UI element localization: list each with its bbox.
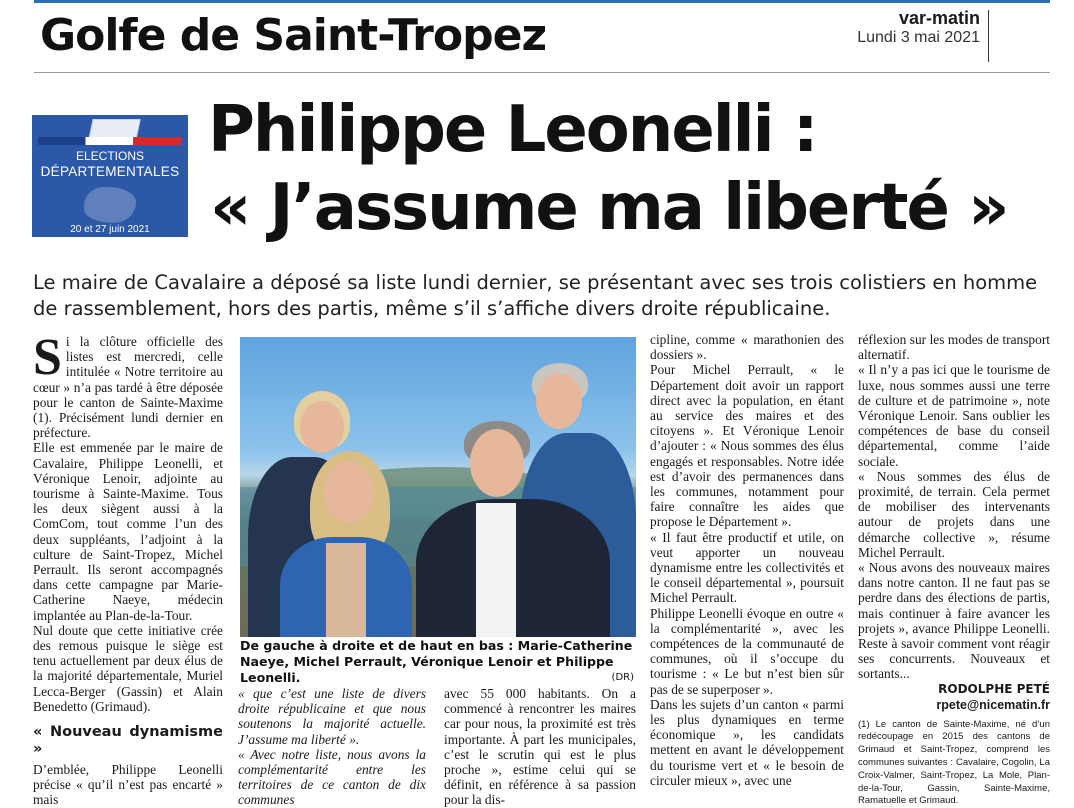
badge-dates: 20 et 27 juin 2021 — [70, 224, 150, 235]
article-column-2 — [238, 686, 426, 808]
newspaper-masthead — [857, 8, 980, 48]
paragraph: avec 55 000 habitants. On a commencé à rencontrer les maires car pour nous, la proximité est très importante. À part les municipales, c’est le scrutin qui est le plus proche », estime celui qui se définit, en référence à sa passion pour la dis- — [444, 686, 636, 808]
paragraph: « Il faut être productif et utile, on veut apporter un nouveau dynamisme entre les collectivités et le conseil départemental », poursuit Michel Perrault. — [650, 529, 844, 606]
article-column-5 — [858, 332, 1050, 808]
photo-caption — [240, 638, 636, 686]
subheading: « Nouveau dynamisme » — [33, 724, 223, 758]
drop-cap: S — [33, 329, 62, 386]
paragraph: Elle est emmenée par le maire de Cavalaire, Philippe Leonelli, et Véronique Lenoir, adjointe au tourisme à Sainte-Maxime. Tous les deux siègent aussi à la ComCom, tout comme l’un des deux suppléants, l’adjoint à la culture de Saint-Tropez, Michel Perrault. Ils seront accompagnés dans cette campagne par Marie-Catherine Naeye, médecin implantée au Plan-de-la-Tour. — [33, 440, 223, 623]
newspaper-name: var-matin — [898, 8, 980, 28]
paragraph: « Nous avons des nouveaux maires dans notre canton. Il ne faut pas se perdre dans des élections de partis, mais continuer à faire avancer les projets », avance Philippe Leonelli. Reste à savoir comment vont réagir ses concurrents. Nouveaux et sortants... — [858, 560, 1050, 682]
paragraph: « Nous sommes des élus de proximité, de terrain. Cela permet de mobiliser des intervenants autour de projets dans une démarche collective », résume Michel Perrault. — [858, 468, 1050, 560]
elections-badge — [32, 115, 188, 237]
paragraph: « Avec notre liste, nous avons la complémentarité entre les territoires de ce canton de dix communes — [238, 746, 426, 808]
candidates-photo — [240, 337, 636, 637]
headline-line-1: Philippe Leonelli : — [208, 93, 817, 167]
article-column-4 — [650, 332, 844, 788]
footnote: (1) Le canton de Sainte-Maxime, né d’un redécoupage en 2015 des cantons de Grimaud et Saint-Tropez, comprend les communes suivantes : Cavalaire, Cogolin, La Croix-Valmer, Saint-Tropez, La Mole, Plan-de-la-Tour, Gassin, Sainte-Maxime, Ramatuelle et Grimaud. — [858, 718, 1050, 807]
var-map-icon — [84, 187, 136, 223]
french-flag-stripe — [38, 137, 182, 145]
paragraph: Pour Michel Perrault, « le Département doit avoir un rapport direct avec la population, en étant au service des maires et des citoyens ». Et Véronique Lenoir d’ajouter : « Nous sommes des élus engagés et responsables. Notre idée est d’avoir des permanences dans les communes, notamment pour faire connaître les aides que propose le Département ». — [650, 362, 844, 530]
paragraph: « Il n’y a pas ici que le tourisme de luxe, nous sommes aussi une terre de culture et de patrimoine », note Véronique Lenoir. Sans oublier les compétences de base du conseil départemental, comme l’aide sociale. — [858, 362, 1050, 469]
masthead-divider — [988, 10, 989, 62]
paragraph: « que c’est une liste de divers droite républicaine et que nous soutenons la majorité actuelle. J’assume ma liberté ». — [238, 686, 426, 747]
section-title: Golfe de Saint-Tropez — [40, 10, 547, 61]
caption-text: De gauche à droite et de haut en bas : Marie-Catherine Naeye, Michel Perrault, Véronique Lenoir et Philippe Leonelli. — [240, 638, 633, 685]
paragraph: cipline, comme « marathonien des dossiers ». — [650, 332, 844, 363]
badge-line-1: ELECTIONS — [75, 149, 144, 163]
paragraph: réflexion sur les modes de transport alternatif. — [858, 332, 1050, 363]
paragraph: Philippe Leonelli évoque en outre « la complémentarité », avec les compétences de la communauté de communes, où il s’occupe du tourisme : « Le but n’est bien sûr pas de se superposer ». — [650, 605, 844, 697]
article-column-1 — [33, 329, 223, 808]
article-column-3 — [444, 686, 636, 808]
publication-date: Lundi 3 mai 2021 — [857, 29, 980, 46]
badge-line-2: DÉPARTEMENTALES — [40, 164, 180, 179]
paragraph: Dans les sujets d’un canton « parmi les plus dynamiques en terme économique », les candidats mettent en avant le développement du tourisme vert et « le besoin de circuler mieux », avec une — [650, 696, 844, 788]
header-rule — [34, 72, 1050, 73]
paragraph: Nul doute que cette initiative crée des remous puisque le siège est tenu actuellement par deux élus de la majorité départementale, Muriel Lecca-Berger (Gassin) et Alain Benedetto (Grimaud). — [33, 622, 223, 714]
lead-paragraph: Le maire de Cavalaire a déposé sa liste lundi dernier, se présentant avec ses trois colistiers en homme de rassemblement, hors des partis, même s’il s’affiche divers droite républicaine. — [33, 271, 1038, 320]
headline-line-2: « J’assume ma liberté » — [210, 171, 1008, 245]
paragraph: i la clôture officielle des listes est mercredi, celle intitulée « Notre territoire au cœur » n’a pas tardé à être déposée pour le canton de Sainte-Maxime (1). Précisément lundi dernier en préfecture. — [33, 334, 223, 441]
author-email: rpete@nicematin.fr — [936, 697, 1050, 712]
paragraph: D’emblée, Philippe Leonelli précise « qu’il n’est pas encarté » mais — [33, 762, 223, 808]
top-color-bar — [34, 0, 1050, 3]
photo-credit: (DR) — [611, 672, 634, 683]
author-name: RODOLPHE PETÉ — [938, 681, 1050, 696]
